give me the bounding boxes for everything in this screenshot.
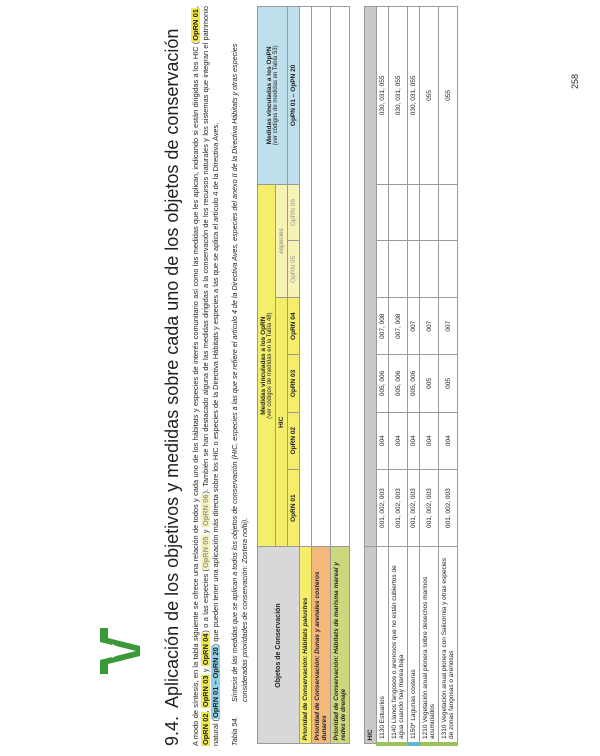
cell-oprn05: [408, 241, 420, 298]
cell-oprn03: 005: [439, 355, 458, 412]
priority-row: [331, 7, 350, 745]
intro-sep: y: [200, 527, 210, 536]
cell-oprn01: 001, 002, 003: [377, 469, 389, 547]
intro-text: ) que pueden tener una aplicación más directa sobre los HIC o especies de la Directiva Hábitats y especies a las que se aplica el artículo 4 de la Directiva Aves.: [210, 122, 220, 647]
col-oprn01: OpRN 01: [288, 469, 300, 547]
habitat-name: 1310 Vegetación anual pionera con Salicornia y otras especies de zonas fangosas o arenosas: [439, 547, 458, 744]
cell-oprn01: 001, 002, 003: [389, 469, 408, 547]
col-oppn: OpPN 01 – OpPN 20: [288, 7, 300, 185]
highlight-oprn05: OpRN 05: [200, 536, 210, 568]
section-title-text: Aplicación de los objetivos y medidas sobre cada uno de los objetos de conservación: [162, 28, 182, 708]
header-oprn: [258, 184, 276, 547]
highlight-oprn06: OpRN 06: [200, 494, 210, 527]
header-oprn-title: Medidas vinculadas a los OpRN: [260, 316, 268, 415]
hic-group-label: HIC: [365, 547, 377, 744]
section-title: [162, 6, 183, 746]
table-row: [389, 7, 408, 745]
cell-oprn05: [439, 241, 458, 298]
page-number: 258: [570, 74, 580, 90]
junta-andalucia-logo: [96, 628, 142, 674]
cell-oprn03: 005, 006: [389, 355, 408, 412]
highlight-oprn01: OpRN 01: [191, 9, 200, 41]
cell-oprn04: 007: [420, 298, 439, 355]
header-oprn-sub: (ver códigos de medidas en la Tabla 48): [267, 312, 274, 419]
intro-paragraph: [191, 6, 220, 746]
habitat-name: 1150* Lagunas costeras: [408, 547, 420, 744]
cell-oprn04: 007, 008: [377, 298, 389, 355]
habitat-name: 1130 Estuarios: [377, 547, 389, 744]
cell-oprn04: 007: [408, 298, 420, 355]
hic-group-empty: [365, 7, 377, 548]
cell-oprn01: 001, 002, 003: [408, 469, 420, 547]
priority-label: Prioridad de Conservación: Dunas y arenales costeros dunares: [312, 547, 331, 744]
intro-text: A modo de síntesis, en la tabla siguiente se ofrece una relación de todos y cada uno de los hábitats y especies de interés comunitario así como las medidas que les aplican, indicando si están dirigidas a los HIC (: [191, 41, 200, 746]
header-oppn-sub: (ver códigos de medidas en Tabla 53): [273, 45, 280, 146]
table-row: [420, 7, 439, 745]
table-row: [408, 7, 420, 745]
priority-label: Prioridad de Conservación: Hábitats palustres: [300, 547, 312, 744]
priority-label: Prioridad de Conservación: Hábitats de marisma mareal y redes de drenaje: [331, 547, 350, 744]
cell-oprn04: 007, 008: [389, 298, 408, 355]
cell-oprn02: 004: [420, 412, 439, 469]
table-row: [377, 7, 389, 745]
highlight-oprn04: OpRN 04: [200, 633, 210, 666]
measures-table: [257, 6, 458, 746]
intro-sep: y: [200, 666, 210, 675]
cell-oprn01: 001, 002, 003: [439, 469, 458, 547]
priority-empty: [312, 7, 331, 548]
cell-oprn02: 004: [377, 412, 389, 469]
priority-row: [312, 7, 331, 745]
cell-oprn03: 005: [420, 355, 439, 412]
habitat-name: 1140 Llanos fangosos o arenosos que no están cubiertos de agua cuando hay marea baja: [389, 547, 408, 744]
cell-oprn02: 004: [439, 412, 458, 469]
cell-oprn06: [439, 184, 458, 241]
cell-oprn02: 004: [389, 412, 408, 469]
cell-oprn05: [389, 241, 408, 298]
section-number: 9.4.: [162, 715, 182, 746]
cell-oprn05: [420, 241, 439, 298]
header-oppn: [258, 7, 288, 185]
cell-oprn05: [377, 241, 389, 298]
priority-row: [300, 7, 312, 745]
header-group-especies: especies: [276, 184, 288, 297]
intro-sep: ,: [200, 708, 210, 713]
cell-oprn06: [377, 184, 389, 241]
page-content: [162, 6, 600, 746]
table-caption: [230, 6, 249, 746]
cell-oppn: 030, 031, 055: [389, 7, 408, 185]
cell-oprn02: 004: [408, 412, 420, 469]
cell-oprn06: [389, 184, 408, 241]
header-group-hic: HIC: [276, 298, 288, 547]
table-caption-text: Síntesis de las medidas que se aplican a todos los objetos de conservación (HIC, especies a las que se refiere el artículo 4 de la Directiva Aves, especies del anexo II de la Directiva Hábitats y otras especies consideradas prioridades de conservación: Zostera noltii).: [230, 43, 249, 702]
intro-text: ) o a las especies (: [200, 569, 210, 633]
header-oppn-title: Medidas vinculadas a los OpPN: [266, 46, 274, 145]
cell-oppn: 055: [439, 7, 458, 185]
highlight-oppn: OpRN 01 – OpRN 20: [210, 647, 220, 718]
hic-group-row: [365, 7, 377, 745]
cell-oppn: 030, 031, 055: [408, 7, 420, 185]
cell-oprn06: [408, 184, 420, 241]
col-oprn02: OpRN 02: [288, 412, 300, 469]
col-oprn03: OpRN 03: [288, 355, 300, 412]
cell-oprn04: 007: [439, 298, 458, 355]
priority-empty: [331, 7, 350, 548]
cell-oprn06: [420, 184, 439, 241]
cell-oprn03: 005, 006: [408, 355, 420, 412]
col-oprn06: OpRN 06: [288, 184, 300, 241]
cell-oprn01: 001, 002, 003: [420, 469, 439, 547]
table-row: [439, 7, 458, 745]
cell-oprn03: 005, 006: [377, 355, 389, 412]
highlight-oprn03: OpRN 03: [200, 675, 210, 708]
habitat-name: 1210 Vegetación anual pionera sobre desechos marinos acumulados: [420, 547, 439, 744]
highlight-oprn02: OpRN 02: [200, 713, 210, 745]
col-oprn04: OpRN 04: [288, 298, 300, 355]
intro-sep: ,: [191, 6, 200, 9]
intro-text: ). También se han destacado alguna de las medidas dirigidas a la conservación de los recursos naturales y los sistemas que integran el patrimonio natural (: [200, 5, 220, 746]
cell-oppn: 030, 031, 055: [377, 7, 389, 185]
header-objects: Objetos de Conservación: [258, 547, 300, 744]
table-label: Tabla 54.: [230, 716, 240, 746]
cell-oppn: 055: [420, 7, 439, 185]
col-oprn05: OpRN 05: [288, 241, 300, 298]
priority-empty: [300, 7, 312, 548]
